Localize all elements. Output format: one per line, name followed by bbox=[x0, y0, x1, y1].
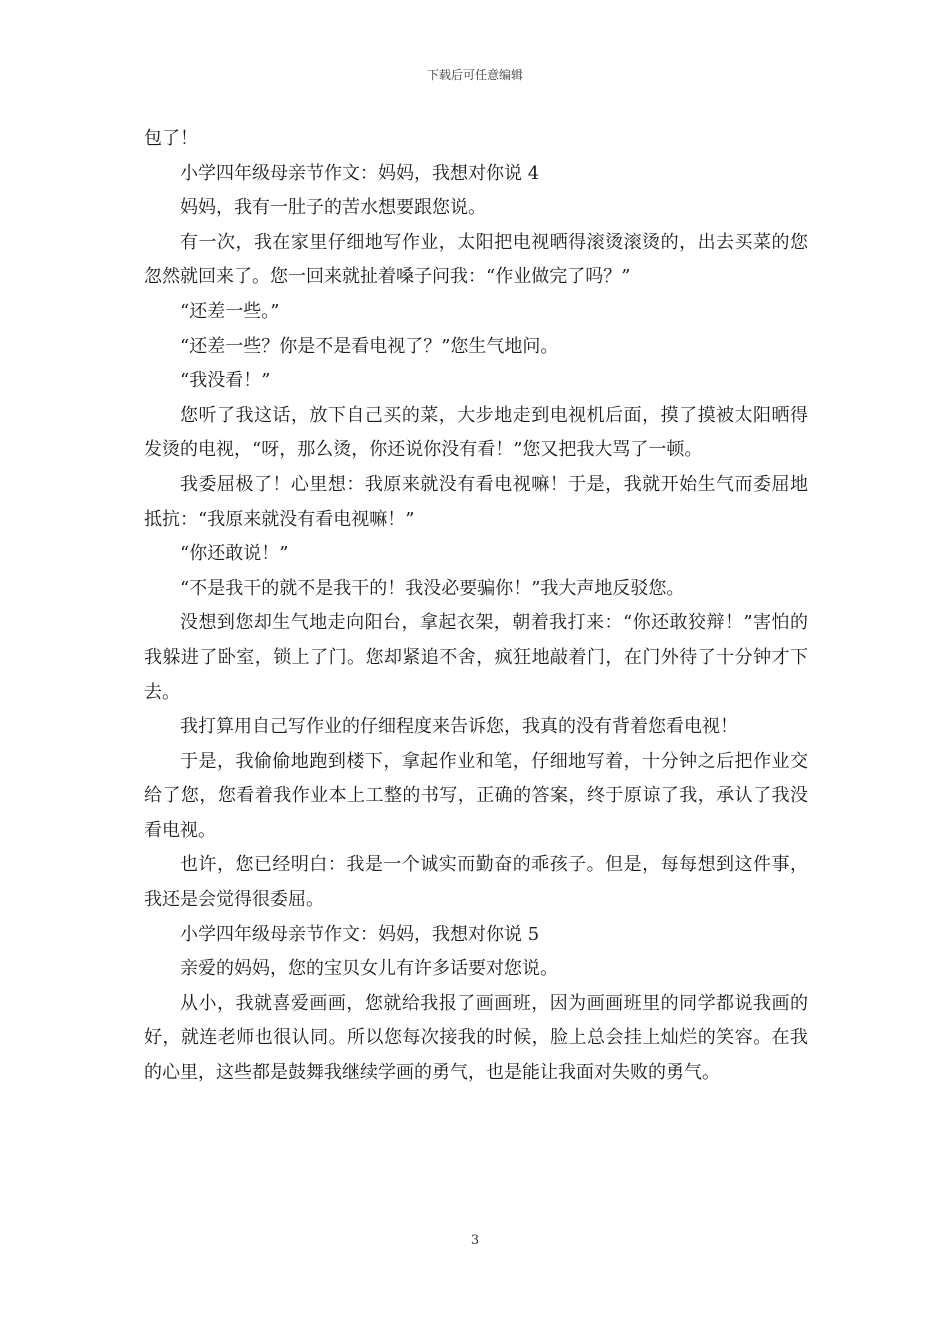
paragraph: “还差一些？你是不是看电视了？”您生气地问。 bbox=[180, 335, 559, 357]
paragraph: 也许，您已经明白：我是一个诚实而勤奋的乖孩子。但是，每每想到这件事，我还是会觉得很委屈。 bbox=[144, 854, 808, 911]
paragraph: 从小，我就喜爱画画，您就给我报了画画班，因为画画班里的同学都说我画的好，就连老师也很认同。所以您每次接我的时候，脸上总会挂上灿烂的笑容。在我的心里，这些都是鼓舞我继续学画的勇气，也是能让我面对失败的勇气。 bbox=[144, 992, 808, 1084]
paragraph: “你还敢说！” bbox=[180, 543, 289, 565]
paragraph: 没想到您却生气地走向阳台，拿起衣架，朝着我打来：“你还敢狡辩！”害怕的我躲进了卧室，锁上了门。您却紧追不舍，疯狂地敲着门，在门外待了十分钟才下去。 bbox=[144, 612, 808, 703]
paragraph: 包了！ bbox=[144, 128, 198, 149]
paragraph: 我委屈极了！心里想：我原来就没有看电视嘛！于是，我就开始生气而委屈地抵抗：“我原来就没有看电视嘛！” bbox=[144, 473, 808, 530]
section-heading: 小学四年级母亲节作文：妈妈，我想对你说 5 bbox=[180, 923, 540, 945]
section-heading: 小学四年级母亲节作文：妈妈，我想对你说 4 bbox=[180, 162, 540, 184]
paragraph: “不是我干的就不是我干的！我没必要骗你！”我大声地反驳您。 bbox=[180, 577, 685, 599]
paragraph: 有一次，我在家里仔细地写作业，太阳把电视晒得滚烫滚烫的，出去买菜的您忽然就回来了。您一回来就扯着嗓子问我：“作业做完了吗？” bbox=[144, 231, 808, 288]
paragraph: “我没看！” bbox=[180, 370, 271, 392]
paragraph: 您听了我这话，放下自己买的菜，大步地走到电视机后面，摸了摸被太阳晒得发烫的电视，“呀，那么烫，你还说你没有看！”您又把我大骂了一顿。 bbox=[144, 404, 808, 461]
paragraph: “还差一些。” bbox=[180, 300, 280, 322]
paragraph: 我打算用自己写作业的仔细程度来告诉您，我真的没有背着您看电视！ bbox=[180, 716, 738, 738]
paragraph: 于是，我偷偷地跑到楼下，拿起作业和笔，仔细地写着，十分钟之后把作业交给了您，您看着我作业本上工整的书写，正确的答案，终于原谅了我，承认了我没看电视。 bbox=[144, 750, 808, 841]
paragraph: 妈妈，我有一肚子的苦水想要跟您说。 bbox=[180, 197, 486, 219]
document-body bbox=[144, 122, 808, 1091]
page-header: 下载后可任意编辑 bbox=[426, 68, 523, 82]
page-number: 3 bbox=[470, 1233, 480, 1248]
paragraph: 亲爱的妈妈，您的宝贝女儿有许多话要对您说。 bbox=[180, 958, 558, 980]
